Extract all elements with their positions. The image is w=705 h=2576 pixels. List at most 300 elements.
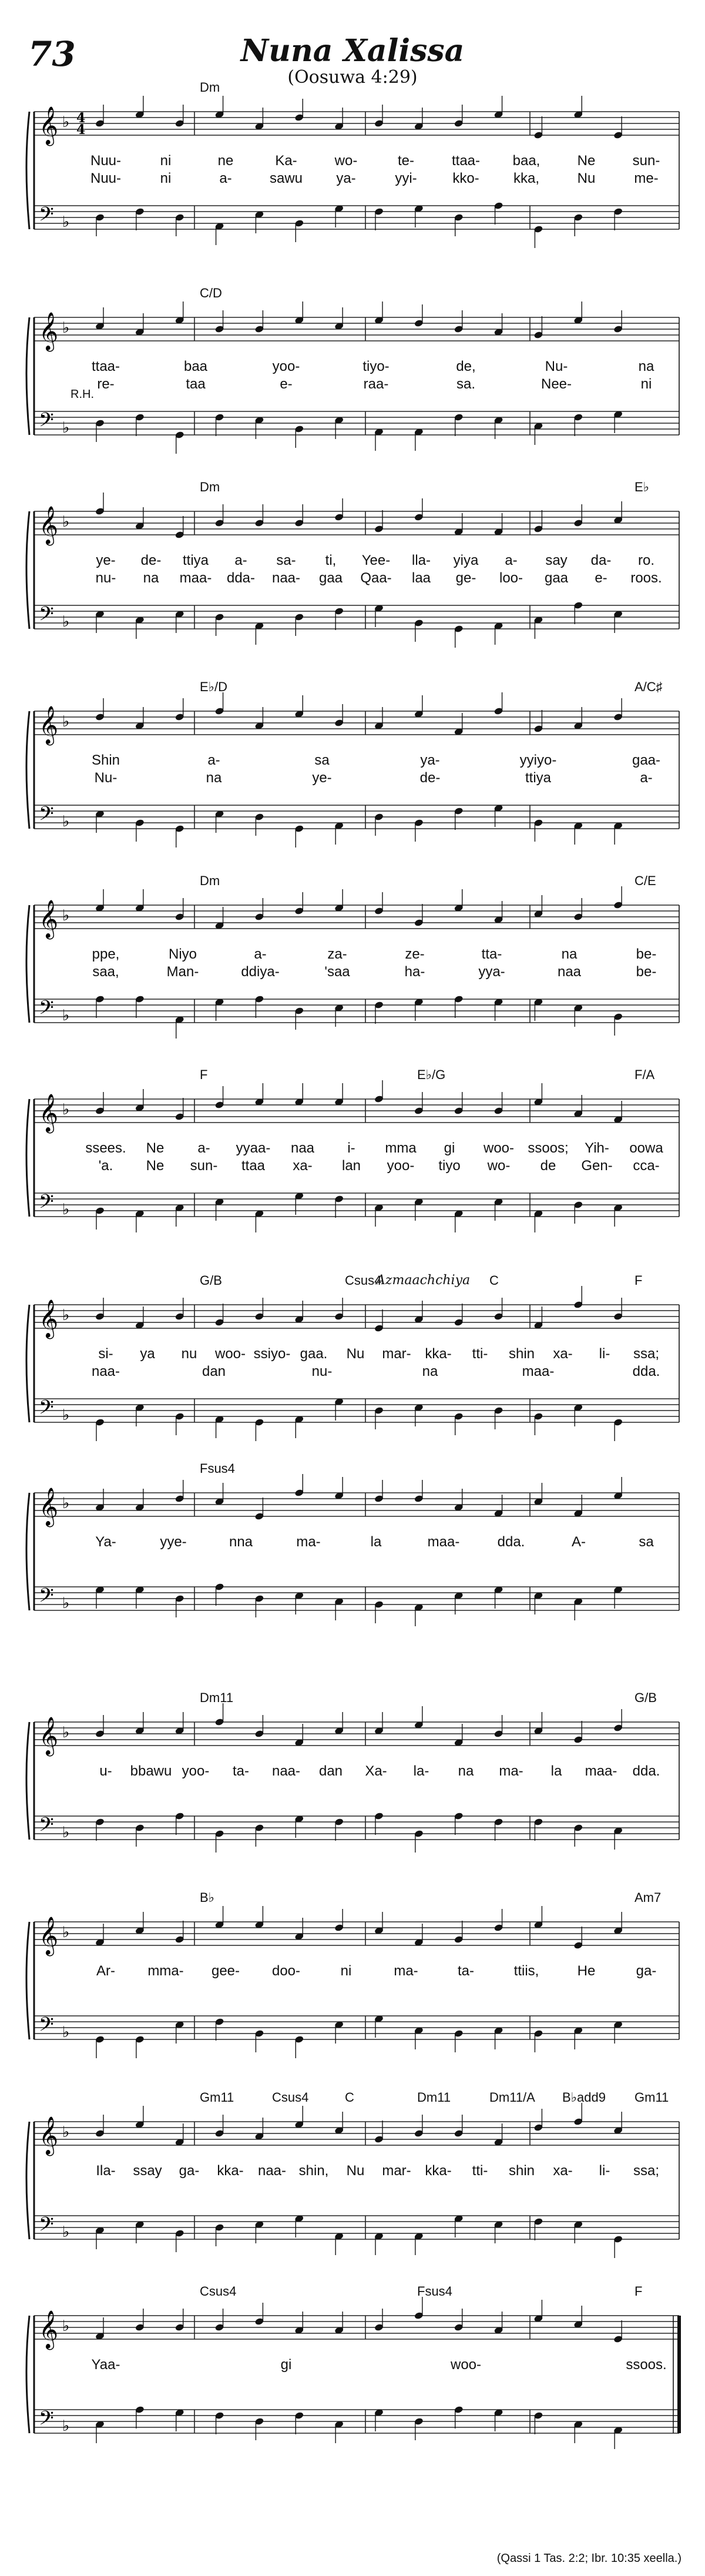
chord-symbol: Dm11 [417,2090,451,2105]
lyric-syllable: kka, [513,170,540,186]
lyric-syllable: yoo- [272,359,300,374]
lyric-syllable: xa- [293,1158,313,1174]
lyric-syllable: de [540,1158,556,1174]
music-system [24,80,682,276]
lyric-syllable: dan [202,1364,226,1379]
lyric-syllable: Shin [91,752,120,768]
flat-icon: ♭ [62,319,70,337]
lyric-syllable: woo- [450,2357,482,2373]
flat-icon: ♭ [62,713,70,731]
lyric-syllable: ssay [133,2163,162,2179]
flat-icon: ♭ [62,2024,70,2041]
lyric-syllable: lla- [411,552,431,568]
lyric-syllable: mar- [382,1346,411,1362]
lyric-syllable: roos. [630,570,662,586]
flat-icon: ♭ [62,907,70,924]
lyric-syllable: nu [181,1346,197,1362]
lyric-syllable: ge- [455,570,476,586]
bass-clef-icon: 𝄢 [39,409,54,436]
lyric-line [24,1763,682,1781]
music-system [24,679,682,876]
system-bracket [26,1922,29,2039]
flat-icon: ♭ [62,1201,70,1218]
lyric-syllable: doo- [271,1963,301,1979]
chord-symbol: Gm11 [200,2090,234,2105]
lyric-syllable: gi [444,1140,455,1156]
bass-clef-icon: 𝄢 [39,2407,54,2434]
lyric-syllable: na [561,946,578,962]
flat-icon: ♭ [62,1924,70,1941]
lyric-syllable: be- [636,964,657,980]
lyric-syllable: ssa; [633,2163,660,2179]
lyric-syllable: ssees. [85,1140,126,1156]
flat-icon: ♭ [62,2123,70,2141]
lyric-syllable: ga- [636,1963,657,1979]
lyric-line [24,376,682,394]
flat-icon: ♭ [62,1594,70,1612]
treble-clef-icon: 𝄞 [39,1299,59,1338]
chord-symbol: Am7 [634,1890,662,1905]
lyric-syllable: maa- [585,1763,617,1779]
lyric-syllable: Nuu- [90,170,122,186]
lyric-syllable: ya- [336,170,356,186]
lyric-syllable: woo- [214,1346,246,1362]
lyric-syllable: naa- [257,2163,287,2179]
chord-symbol: B♭ [200,1890,215,1905]
lyric-syllable: Ne [577,153,596,169]
lyric-syllable: Nu- [94,770,118,786]
lyric-syllable: na [206,770,222,786]
chord-symbol: Dm [200,873,220,888]
lyric-syllable: za- [327,946,347,962]
lyric-syllable: kka- [425,2163,452,2179]
lyric-syllable: Nu [346,1346,365,1362]
lyric-syllable: Ya- [95,1534,116,1550]
lyric-line [24,1140,682,1158]
lyric-syllable: re- [97,376,115,392]
flat-icon: ♭ [62,1406,70,1424]
lyric-syllable: a- [207,752,220,768]
lyric-syllable: sun- [190,1158,218,1174]
lyric-syllable: dda. [632,1763,660,1779]
lyric-line [24,2357,682,2374]
lyric-line [24,1158,682,1175]
lyric-syllable: Nu [346,2163,365,2179]
flat-icon: ♭ [62,1495,70,1512]
lyric-syllable: dan [318,1763,343,1779]
lyric-syllable: ne [217,153,234,169]
lyric-syllable: xa- [553,1346,573,1362]
system-bracket [26,1722,29,1840]
lyric-syllable: maa- [427,1534,460,1550]
lyric-line [24,2163,682,2180]
lyric-syllable: a- [254,946,267,962]
lyric-syllable: Yaa- [91,2357,120,2373]
lyric-syllable: me- [634,170,659,186]
flat-icon: ♭ [62,419,70,437]
lyric-syllable: gaa. [300,1346,328,1362]
lyric-syllable: a- [197,1140,210,1156]
music-system [24,480,682,676]
lyric-syllable: Ne [146,1158,164,1174]
lyric-syllable: lan [341,1158,361,1174]
lyric-syllable: te- [397,153,415,169]
chord-symbol: Dm [200,480,220,494]
lyric-syllable: ze- [405,946,425,962]
song-title: Nuna Xalissa [240,33,465,69]
lyric-line [24,1963,682,1981]
lyric-syllable: mar- [382,2163,411,2179]
bass-clef-icon: 𝄢 [39,1585,54,1612]
lyric-syllable: gaa- [632,752,661,768]
lyric-syllable: ttiya [525,770,552,786]
lyric-syllable: laa [411,570,431,586]
lyric-syllable: nu- [95,570,116,586]
lyric-line [24,170,682,188]
lyric-syllable: nu- [311,1364,333,1379]
lyric-syllable: say [545,552,568,568]
lyric-syllable: ti, [325,552,337,568]
lyric-syllable: ya [140,1346,155,1362]
lyric-syllable: kka- [217,2163,244,2179]
chord-symbol: Gm11 [634,2090,669,2105]
lyric-syllable: gi [280,2357,292,2373]
lyric-syllable: xa- [553,2163,573,2179]
music-system [24,873,682,1070]
treble-clef-icon: 𝄞 [39,706,59,744]
flat-icon: ♭ [62,1101,70,1118]
flat-icon: ♭ [62,2223,70,2241]
music-system [24,2284,682,2480]
lyric-syllable: yyi- [395,170,417,186]
chord-symbol: C [489,1273,499,1288]
flat-icon: ♭ [62,113,70,131]
lyric-syllable: Ila- [96,2163,116,2179]
lyric-syllable: gaa [544,570,569,586]
chord-symbol: C [345,2090,354,2105]
flat-icon: ♭ [62,513,70,531]
flat-icon: ♭ [62,613,70,631]
lyric-line [24,1346,682,1364]
bass-clef-icon: 𝄢 [39,803,54,830]
lyric-syllable: na [638,359,654,374]
lyric-syllable: li- [599,1346,610,1362]
lyric-syllable: yyaa- [236,1140,271,1156]
lyric-syllable: 'saa [324,964,350,980]
treble-clef-icon: 𝄞 [39,900,59,938]
lyric-syllable: a- [505,552,518,568]
lyric-syllable: da- [590,552,612,568]
lyric-syllable: baa [183,359,208,374]
chord-symbol: F/A [634,1067,655,1082]
lyric-syllable: wo- [334,153,358,169]
right-hand-hint: R.H. [70,388,94,401]
chord-symbol: F [634,2284,643,2299]
lyric-line [24,1364,682,1381]
lyric-syllable: taa [186,376,206,392]
bass-clef-icon: 𝄢 [39,1396,54,1423]
footnote: (Qassi 1 Tas. 2:2; Ibr. 10:35 xeella.) [496,2552,682,2565]
lyric-syllable: Nu- [545,359,568,374]
lyric-syllable: mma- [147,1963,184,1979]
lyric-syllable: be- [636,946,657,962]
flat-icon: ♭ [62,1724,70,1741]
lyric-syllable: la [370,1534,382,1550]
lyric-syllable: ni [640,376,652,392]
time-signature: 4 [76,110,86,126]
lyric-syllable: gee- [211,1963,240,1979]
music-system [24,1067,682,1264]
lyric-syllable: ha- [404,964,425,980]
music-system [24,2090,682,2286]
lyric-syllable: yye- [160,1534,187,1550]
lyric-syllable: shin [508,1346,535,1362]
bass-clef-icon: 𝄢 [39,203,54,230]
lyric-syllable: ta- [457,1963,475,1979]
lyric-syllable: la [550,1763,562,1779]
bass-clef-icon: 𝄢 [39,2213,54,2240]
lyric-syllable: de- [140,552,162,568]
lyric-line [24,153,682,170]
chord-symbol: Csus4 [345,1273,382,1288]
lyric-syllable: ttiis, [513,1963,539,1979]
lyric-syllable: Yih- [585,1140,609,1156]
flat-icon: ♭ [62,213,70,231]
chord-symbol: Fsus4 [200,1461,235,1476]
lyric-syllable: de- [419,770,441,786]
lyric-line [24,570,682,588]
flat-icon: ♭ [62,813,70,830]
lyric-syllable: yoo- [182,1763,210,1779]
lyric-syllable: tti- [472,2163,488,2179]
lyric-syllable: 'a. [98,1158,113,1174]
chord-symbol: G/B [634,1690,657,1705]
lyric-syllable: ddiya- [241,964,280,980]
flat-icon: ♭ [62,2417,70,2435]
lyric-syllable: tiyo- [362,359,390,374]
system-bracket [26,2122,29,2239]
bass-clef-icon: 𝄢 [39,603,54,630]
lyric-syllable: nna [229,1534,253,1550]
lyric-syllable: na [422,1364,438,1379]
treble-clef-icon: 𝄞 [39,1094,59,1132]
lyric-syllable: ga- [179,2163,200,2179]
lyric-syllable: yiya [453,552,479,568]
lyric-syllable: He [577,1963,596,1979]
lyric-syllable: A- [572,1534,586,1550]
lyric-syllable: tta- [481,946,502,962]
treble-clef-icon: 𝄞 [39,1917,59,1955]
lyric-syllable: ssa; [633,1346,660,1362]
chord-symbol: Fsus4 [417,2284,452,2299]
lyric-syllable: yya- [478,964,505,980]
lyric-syllable: sa [639,1534,654,1550]
scripture-reference: (Oosuwa 4:29) [287,67,418,88]
chord-symbol: E♭/D [200,679,228,694]
lyric-syllable: wo- [487,1158,511,1174]
lyric-syllable: kko- [452,170,479,186]
lyric-syllable: Nu [577,170,596,186]
music-system [24,1690,682,1887]
lyric-syllable: woo- [483,1140,515,1156]
lyric-syllable: e- [280,376,293,392]
bass-clef-icon: 𝄢 [39,1191,54,1218]
lyric-syllable: shin, [298,2163,329,2179]
lyric-syllable: na [143,570,159,586]
lyric-syllable: ta- [232,1763,250,1779]
lyric-syllable: naa [290,1140,315,1156]
treble-clef-icon: 𝄞 [39,312,59,350]
lyric-syllable: bbawu [130,1763,172,1779]
lyric-syllable: ye- [96,552,116,568]
chord-symbol: E♭ [634,480,650,494]
lyric-syllable: Gen- [581,1158,613,1174]
lyric-syllable: a- [640,770,653,786]
chord-symbol: B♭add9 [562,2090,606,2105]
lyric-syllable: Ar- [96,1963,115,1979]
bass-clef-icon: 𝄢 [39,1814,54,1841]
chord-symbol: Dm11/A [489,2090,535,2105]
lyric-syllable: baa, [512,153,540,169]
music-system [24,286,682,482]
lyric-syllable: ppe, [92,946,120,962]
lyric-syllable: a- [234,552,247,568]
flat-icon: ♭ [62,1307,70,1324]
lyric-syllable: ttaa- [451,153,481,169]
treble-clef-icon: 𝄞 [39,1488,59,1526]
lyric-syllable: tiyo [438,1158,461,1174]
lyric-syllable: ssiyo- [253,1346,291,1362]
lyric-syllable: dda. [632,1364,660,1379]
bass-clef-icon: 𝄢 [39,997,54,1024]
treble-clef-icon: 𝄞 [39,2310,59,2349]
lyric-syllable: ttaa- [91,359,120,374]
music-system [24,1890,682,2086]
lyric-syllable: ni [340,1963,352,1979]
lyric-syllable: ni [160,153,172,169]
lyric-syllable: ye- [312,770,332,786]
lyric-syllable: Ka- [275,153,297,169]
flat-icon: ♭ [62,1824,70,1841]
lyric-syllable: dda- [226,570,256,586]
lyric-line [24,1534,682,1552]
lyric-syllable: na [458,1763,474,1779]
lyric-syllable: Yee- [361,552,391,568]
lyric-line [24,770,682,788]
lyric-syllable: ssoos. [626,2357,667,2373]
lyric-syllable: ma- [394,1963,418,1979]
lyric-syllable: loo- [499,570,523,586]
lyric-syllable: i- [347,1140,355,1156]
lyric-syllable: sawu [269,170,303,186]
lyric-syllable: Ne [146,1140,164,1156]
treble-clef-icon: 𝄞 [39,1717,59,1755]
lyric-line [24,552,682,570]
lyric-syllable: sa. [456,376,476,392]
lyric-syllable: yyiyo- [519,752,557,768]
chord-symbol: C/D [200,286,222,300]
bass-clef-icon: 𝄢 [39,2014,54,2041]
lyric-syllable: shin [508,2163,535,2179]
treble-clef-icon: 𝄞 [39,506,59,544]
system-bracket [26,2316,29,2433]
lyric-syllable: li- [599,2163,610,2179]
page-number: 73 [28,34,76,74]
lyric-syllable: maa- [179,570,212,586]
lyric-syllable: cca- [633,1158,660,1174]
lyric-syllable: u- [99,1763,112,1779]
chord-symbol: A/C♯ [634,679,663,694]
chord-symbol: Dm [200,80,220,95]
lyric-syllable: Xa- [365,1763,387,1779]
lyric-syllable: a- [219,170,232,186]
flat-icon: ♭ [62,1007,70,1024]
chord-symbol: F [634,1273,643,1288]
treble-clef-icon: 𝄞 [39,106,59,145]
lyric-syllable: naa- [271,1763,301,1779]
lyric-syllable: saa, [92,964,119,980]
lyric-syllable: la- [413,1763,429,1779]
lyric-line [24,946,682,964]
lyric-syllable: ya- [420,752,440,768]
lyric-syllable: ni [160,170,172,186]
lyric-line [24,359,682,376]
music-system [24,1461,682,1657]
lyric-syllable: sa [314,752,330,768]
lyric-syllable: ma- [296,1534,321,1550]
lyric-syllable: sa- [276,552,296,568]
lyric-syllable: Nuu- [90,153,122,169]
lyric-syllable: naa [557,964,582,980]
lyric-syllable: gaa [318,570,343,586]
tempo-marking: Azmaachchiya [376,1273,471,1288]
lyric-syllable: naa- [91,1364,120,1379]
lyric-syllable: de, [456,359,476,374]
lyric-syllable: Qaa- [360,570,392,586]
chord-symbol: E♭/G [417,1067,446,1082]
lyric-syllable: dda. [497,1534,525,1550]
treble-clef-icon: 𝄞 [39,2116,59,2155]
time-signature: 4 [76,122,86,138]
chord-symbol: G/B [200,1273,222,1288]
lyric-syllable: mma [385,1140,417,1156]
lyric-syllable: yoo- [387,1158,415,1174]
lyric-syllable: ttaa [241,1158,266,1174]
chord-symbol: F [200,1067,208,1082]
lyric-syllable: ma- [499,1763,523,1779]
lyric-syllable: Niyo [168,946,197,962]
system-bracket [26,1493,29,1610]
lyric-syllable: Nee- [540,376,572,392]
chord-symbol: Dm11 [200,1690,234,1705]
lyric-syllable: kka- [425,1346,452,1362]
lyric-syllable: si- [98,1346,113,1362]
lyric-syllable: ssoos; [528,1140,569,1156]
lyric-syllable: ro. [637,552,655,568]
lyric-line [24,752,682,770]
lyric-syllable: naa- [271,570,301,586]
lyric-syllable: raa- [363,376,389,392]
lyric-line [24,964,682,982]
flat-icon: ♭ [62,2317,70,2335]
lyric-syllable: maa- [522,1364,555,1379]
music-system [24,1273,682,1469]
lyric-syllable: sun- [632,153,660,169]
chord-symbol: Csus4 [200,2284,237,2299]
lyric-syllable: oowa [629,1140,663,1156]
lyric-syllable: e- [595,570,607,586]
lyric-syllable: Man- [166,964,199,980]
